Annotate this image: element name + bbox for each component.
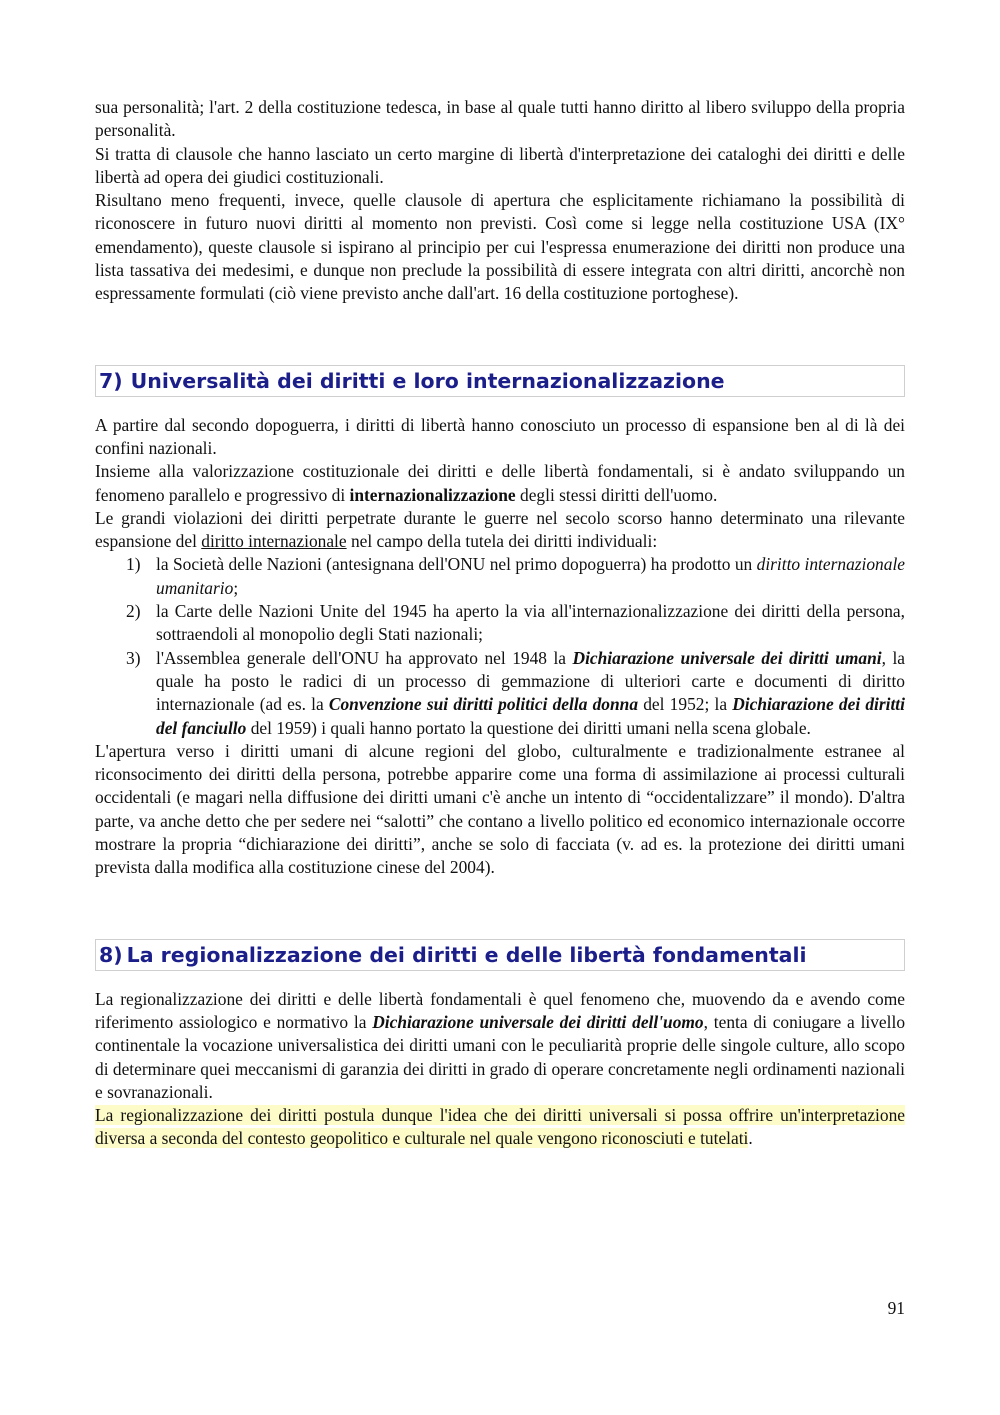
- list-number: 1): [126, 554, 141, 575]
- text-run: .: [748, 1128, 753, 1149]
- list-item: [95, 600, 905, 647]
- text-run: ;: [233, 577, 239, 598]
- paragraph: sua personalità; l'art. 2 della costituzione tedesca, in base al quale tutti hanno diritto al libero sviluppo della propria personalità.: [95, 97, 905, 141]
- section-title: Universalità dei diritti e loro internazionalizzazione: [130, 368, 725, 393]
- text-run: La regionalizzazione dei diritti e delle libertà fondamentali è quel fenomeno che, muovendo da e avendo come riferimento assiologico e normativo la: [95, 988, 905, 1032]
- paragraph: [95, 460, 905, 507]
- bold-italic-term: Dichiarazione universale dei diritti umani: [572, 647, 882, 668]
- text-run: del 1952; la: [638, 694, 733, 715]
- paragraph: A partire dal secondo dopoguerra, i diritti di libertà hanno conosciuto un processo di espansione ben al di là dei confini nazionali.: [95, 414, 905, 458]
- text-run: la Società delle Nazioni (antesignana dell'ONU nel primo dopoguerra) ha prodotto un: [156, 554, 757, 575]
- paragraph: [95, 507, 905, 554]
- text-run: del 1959) i quali hanno portato la questione dei diritti umani nella scena globale.: [246, 717, 811, 738]
- section-number: 7): [99, 368, 123, 393]
- highlighted-text: La regionalizzazione dei diritti postula dunque l'idea che dei diritti universali si possa offrire un'interpretazione diversa a seconda del contesto geopolitico e culturale nel quale vengono riconosciuti e tutelati: [95, 1105, 905, 1149]
- paragraph: [95, 988, 905, 1104]
- text-run: degli stessi diritti dell'uomo.: [515, 484, 718, 505]
- text-run: l'Assemblea generale dell'ONU ha approvato nel 1948 la: [156, 647, 573, 668]
- text-run: , tenta di coniugare a livello continentale la vocazione universalistica dei diritti umani con le peculiarità proprie delle singole culture, allo scopo di determinare quei meccanismi di garanzia dei diritti in grado di operare concretamente negli ordinamenti nazionali e sovranazionali.: [95, 1011, 906, 1102]
- section-number: 8): [99, 942, 123, 967]
- page-number: 91: [887, 1298, 905, 1318]
- section-title: La regionalizzazione dei diritti e delle libertà fondamentali: [126, 942, 807, 967]
- list-number: 3): [126, 647, 141, 668]
- numbered-list: [95, 553, 905, 739]
- list-item: [95, 553, 905, 600]
- bold-italic-term: Dichiarazione universale dei diritti dell'uomo: [372, 1011, 704, 1032]
- section-heading-7: [95, 365, 905, 397]
- paragraph: [95, 1104, 905, 1151]
- underlined-term: diritto internazionale: [201, 531, 347, 552]
- section-heading-8: [95, 939, 905, 971]
- text-run: la Carte delle Nazioni Unite del 1945 ha aperto la via all'internazionalizzazione dei diritti della persona, sottraendoli al monopolio degli Stati nazionali;: [156, 601, 905, 645]
- text-run: Insieme alla valorizzazione costituzionale dei diritti e delle libertà fondamentali, si è andato sviluppando un fenomeno parallelo e progressivo di: [95, 461, 905, 505]
- document-page: [95, 96, 905, 1151]
- bold-term: internazionalizzazione: [349, 484, 516, 505]
- bold-italic-term: Convenzione sui diritti politici della donna: [328, 694, 639, 715]
- bold-italic-term: Dichiarazione dei diritti del fanciullo: [156, 694, 905, 738]
- paragraph: Risultano meno frequenti, invece, quelle clausole di apertura che esplicitamente richiamano la possibilità di riconoscere in futuro nuovi diritti al momento non previsti. Così come si legge nella costituzione USA (IX° emendamento), queste clausole si ispirano al principio per cui l'espressa enumerazione dei diritti non produce una lista tassativa dei medesimi, e dunque non preclude la possibilità di essere integrata con altri diritti, ancorchè non espressamente formulati (ciò viene previsto anche dall'art. 16 della costituzione portoghese).: [95, 190, 905, 304]
- list-number: 2): [126, 601, 141, 622]
- paragraph: L'apertura verso i diritti umani di alcune regioni del globo, culturalmente e tradizionalmente estranee al riconsocimento dei diritti della persona, potrebbe apparire come una forma di assimilazione ai processi culturali occidentali (e magari nella diffusione dei diritti umani c'è anche un intento di “occidentalizzare” il mondo). D'altra parte, va anche detto che per sedere nei “salotti” che contano a livello politico ed economico internazionale occorre mostrare la propria “dichiarazione dei diritti”, anche se solo di facciata (v. ad es. la protezione dei diritti umani prevista dalla modifica alla costituzione cinese del 2004).: [95, 740, 905, 878]
- list-item: [95, 647, 905, 740]
- text-run: nel campo della tutela dei diritti individuali:: [346, 531, 658, 552]
- text-run: Le grandi violazioni dei diritti perpetrate durante le guerre nel secolo scorso hanno determinato una rilevante espansione del: [95, 507, 905, 552]
- italic-term: diritto internazionale umanitario: [156, 554, 905, 598]
- text-run: , la quale ha posto le radici di un processo di gemmazione di ulteriori carte e documenti di diritto internazionale (ad es. la: [156, 647, 905, 715]
- paragraph: Si tratta di clausole che hanno lasciato un certo margine di libertà d'interpretazione dei cataloghi dei diritti e delle libertà ad opera dei giudici costituzionali.: [95, 143, 905, 187]
